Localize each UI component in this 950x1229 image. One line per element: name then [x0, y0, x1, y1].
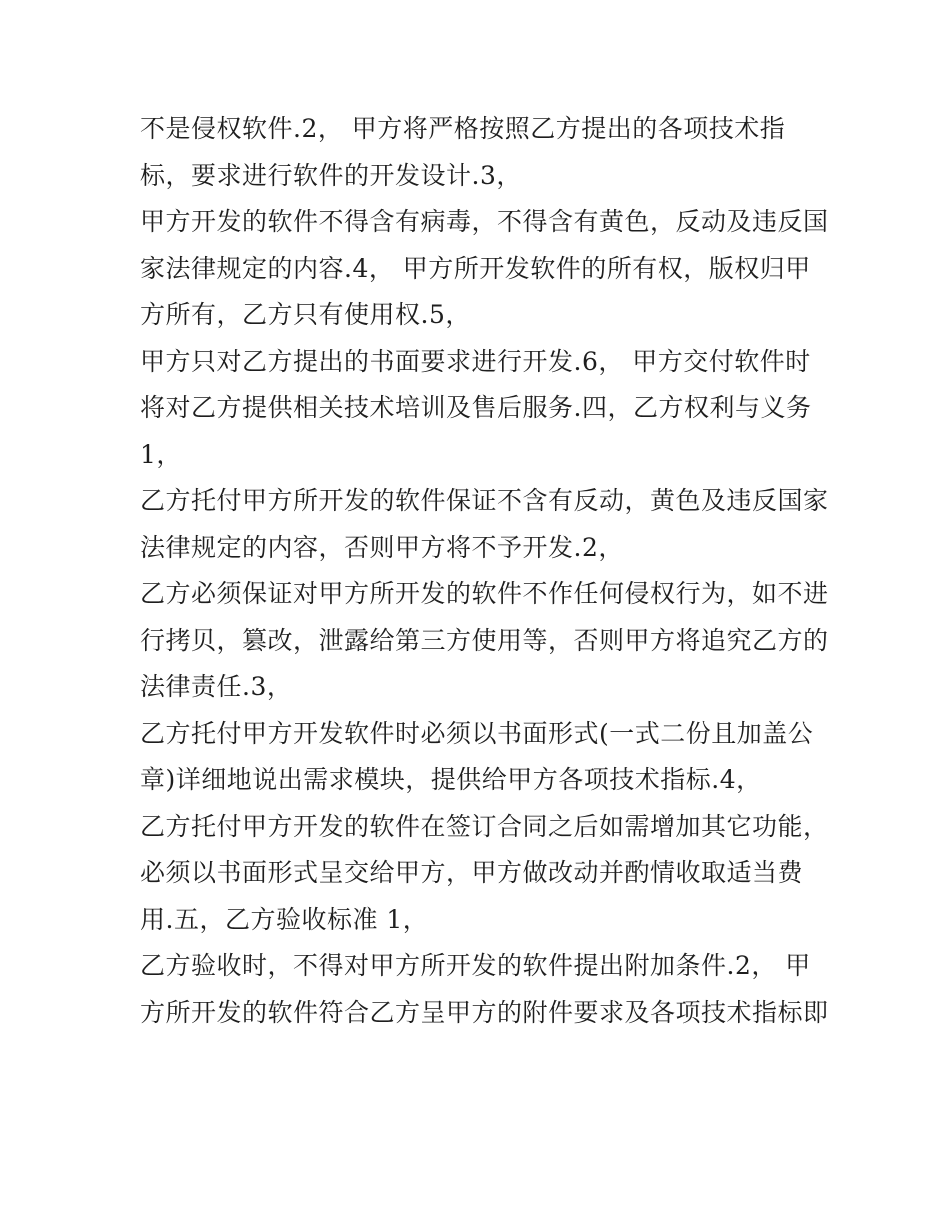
text-line: 1，	[140, 439, 182, 469]
text-line: 乙方托付甲方所开发的软件保证不含有反动，黄色及违反国家	[140, 486, 829, 515]
text-line: 乙方验收时，不得对甲方所开发的软件提出附加条件.2， 甲	[140, 951, 811, 980]
text-line: 章)详细地说出需求模块，提供给甲方各项技术指标.4，	[140, 765, 762, 794]
text-line: 将对乙方提供相关技术培训及售后服务.四，乙方权利与义务	[140, 393, 812, 422]
text-line: 用.五，乙方验收标准 1，	[140, 904, 429, 934]
text-line: 行拷贝，篡改，泄露给第三方使用等，否则甲方将追究乙方的	[140, 625, 829, 655]
text-line: 必须以书面形式呈交给甲方，甲方做改动并酌情收取适当费	[140, 858, 804, 887]
text-line: 法律规定的内容，否则甲方将不予开发.2，	[140, 532, 624, 562]
text-line: 甲方只对乙方提出的书面要求进行开发.6， 甲方交付软件时	[140, 346, 811, 376]
text-line: 标，要求进行软件的开发设计.3，	[140, 160, 522, 190]
text-line: 乙方必须保证对甲方所开发的软件不作任何侵权行为，如不进	[140, 579, 829, 608]
contract-body-text	[140, 106, 829, 1036]
text-line: 法律责任.3，	[140, 672, 293, 701]
text-line: 乙方托付甲方开发软件时必须以书面形式(一式二份且加盖公	[140, 718, 814, 748]
text-line: 甲方开发的软件不得含有病毒，不得含有黄色，反动及违反国	[140, 207, 829, 236]
text-line: 方所有，乙方只有使用权.5，	[140, 300, 471, 329]
text-line: 乙方托付甲方开发的软件在签订合同之后如需增加其它功能，	[140, 811, 829, 841]
text-line: 不是侵权软件.2， 甲方将严格按照乙方提出的各项技术指	[140, 114, 786, 143]
text-line: 家法律规定的内容.4， 甲方所开发软件的所有权，版权归甲	[140, 253, 811, 283]
text-line: 方所开发的软件符合乙方呈甲方的附件要求及各项技术指标即	[140, 997, 829, 1027]
